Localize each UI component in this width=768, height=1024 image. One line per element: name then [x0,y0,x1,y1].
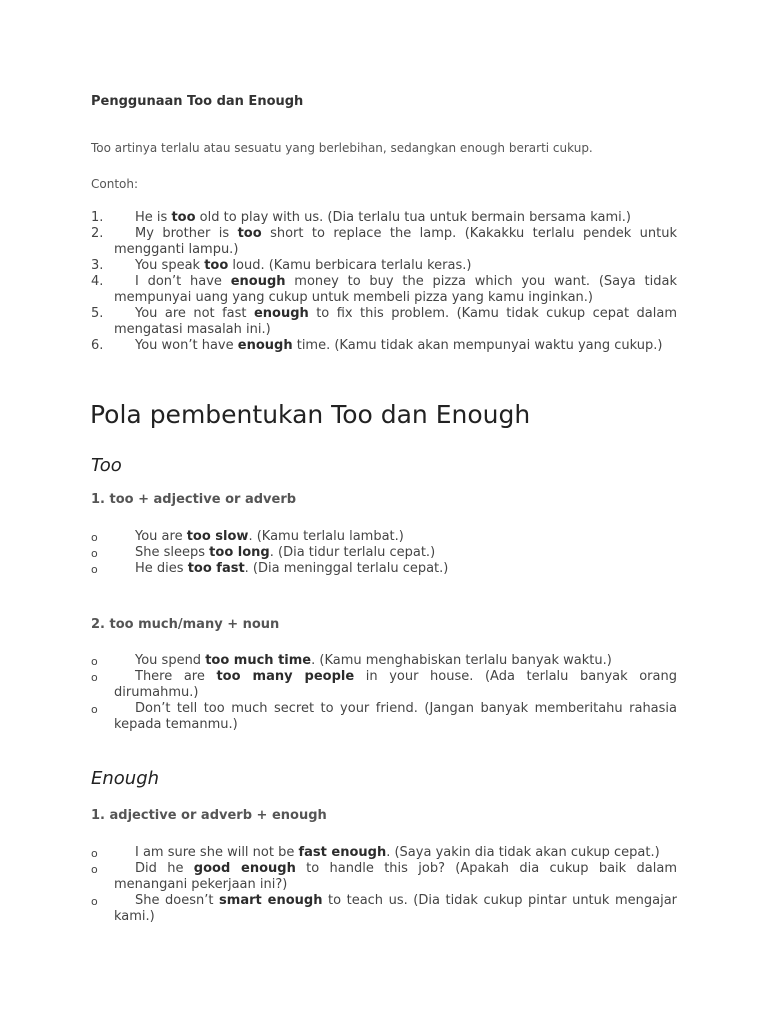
list-number: 3. [91,258,104,273]
contoh-label: Contoh: [91,177,139,191]
list-item: o Don’t tell too much secret to your friend. (Jangan banyak memberitahu rahasia kepada temanmu.) [91,701,677,732]
bullet-icon: o [91,847,98,860]
list-item: o He dies too fast. (Dia meninggal terlalu cepat.) [91,561,449,576]
list-item: 4. I don’t have enough money to buy the pizza which you want. (Saya tidak mempunyai uang yang cukup untuk membeli pizza yang kamu inginkan.) [91,274,677,305]
list-item: o Did he good enough to handle this job? (Apakah dia cukup baik dalam menangani pekerjaan ini?) [91,861,677,892]
bullet-icon: o [91,895,98,908]
list-item: 3. You speak too loud. (Kamu berbicara terlalu keras.) [91,258,472,273]
bullet-icon: o [91,863,98,876]
too-list-1 [91,529,677,577]
bullet-icon: o [91,531,98,544]
list-item: o I am sure she will not be fast enough. (Saya yakin dia tidak akan cukup cepat.) [91,845,660,860]
page-heading: Pola pembentukan Too dan Enough [90,400,531,429]
list-item: o There are too many people in your house. (Ada terlalu banyak orang dirumahmu.) [91,669,677,700]
list-number: 1. [91,210,104,225]
list-number: 5. [91,306,104,321]
too-subheading-1: 1. too + adjective or adverb [91,492,297,507]
bullet-icon: o [91,703,98,716]
list-item: 2. My brother is too short to replace the lamp. (Kakakku terlalu pendek untuk mengganti lampu.) [91,226,678,257]
enough-list-1 [91,845,677,925]
enough-heading: Enough [91,768,160,789]
list-item: 5. You are not fast enough to fix this problem. (Kamu tidak cukup cepat dalam mengatasi masalah ini.) [91,306,677,337]
bullet-icon: o [91,563,98,576]
enough-subheading-1: 1. adjective or adverb + enough [91,808,327,823]
list-number: 6. [91,338,104,353]
too-list-2 [91,653,677,733]
bullet-icon: o [91,547,98,560]
list-item: o She sleeps too long. (Dia tidur terlalu cepat.) [91,545,436,560]
intro-text: Too artinya terlalu atau sesuatu yang berlebihan, sedangkan enough berarti cukup. [91,141,593,155]
list-item: 1. He is too old to play with us. (Dia terlalu tua untuk bermain bersama kami.) [91,210,631,225]
too-heading: Too [91,455,122,476]
too-subheading-2: 2. too much/many + noun [91,617,280,632]
list-number: 4. [91,274,104,289]
list-item: o You spend too much time. (Kamu menghabiskan terlalu banyak waktu.) [91,653,612,668]
section-title: Penggunaan Too dan Enough [91,94,304,109]
list-item: o She doesn’t smart enough to teach us. (Dia tidak cukup pintar untuk mengajar kami.) [91,893,678,924]
list-item: o You are too slow. (Kamu terlalu lambat.) [91,529,404,544]
list-item: 6. You won’t have enough time. (Kamu tidak akan mempunyai waktu yang cukup.) [91,338,663,353]
bullet-icon: o [91,655,98,668]
list-number: 2. [91,226,104,241]
bullet-icon: o [91,671,98,684]
examples-list [91,210,677,354]
